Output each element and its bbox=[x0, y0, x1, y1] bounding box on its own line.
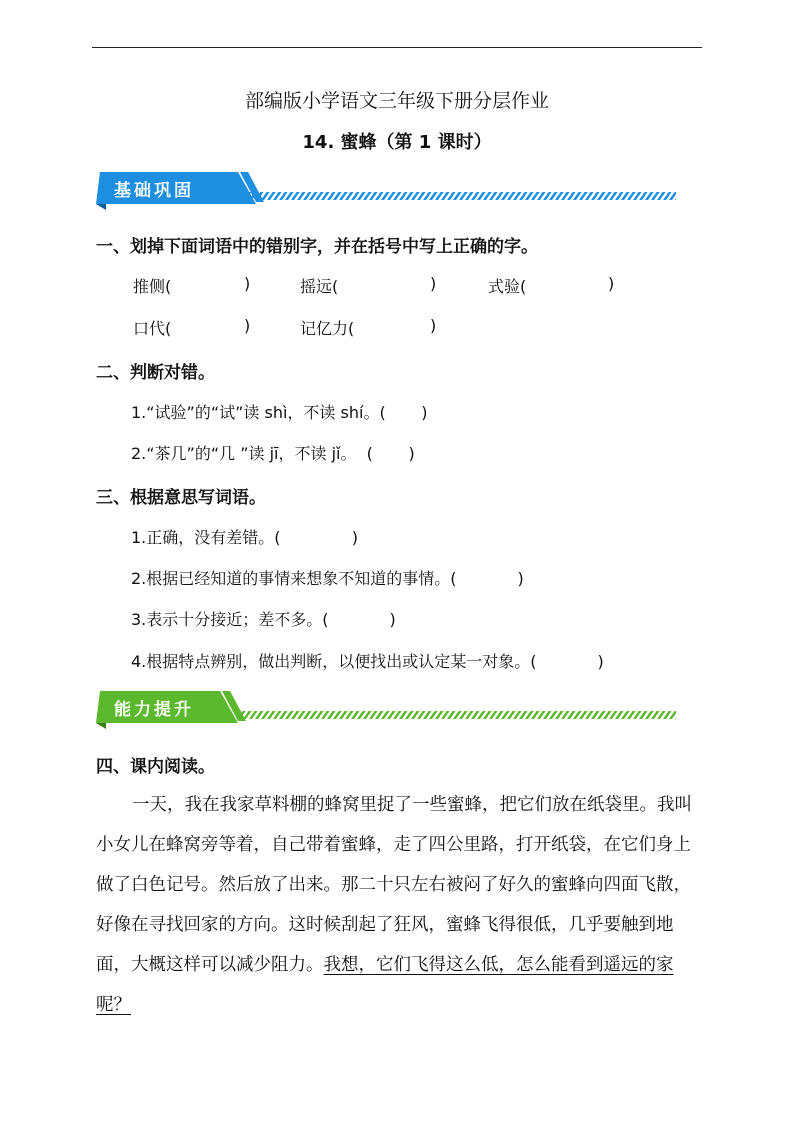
reading-passage bbox=[96, 785, 701, 1025]
passage-text: 一天，我在我家草料棚的蜂窝里捉了一些蜜蜂，把它们放在纸袋里。我叫小女儿在蜂窝旁等着，自己带着蜜蜂，走了四公里路，打开纸袋，在它们身上做了白色记号。然后放了出来。那二十只左右被闷了好久的蜜蜂向四面飞散，好像在寻找回家的方向。这时候刮起了狂风，蜜蜂飞得很低，几乎要触到地面，大概这样可以减少阻力。 bbox=[96, 795, 692, 975]
question-3-title: 三、根据意思写词语。 bbox=[96, 488, 266, 508]
document-title: 部编版小学语文三年级下册分层作业 bbox=[244, 90, 549, 112]
word-close: ) bbox=[608, 274, 615, 293]
word-item: 记亿力( bbox=[300, 319, 355, 338]
word-close: ) bbox=[430, 316, 437, 335]
question-4-title: 四、课内阅读。 bbox=[96, 757, 215, 777]
meaning-item: 1.正确，没有差错。( ) bbox=[131, 528, 358, 547]
meaning-item: 4.根据特点辨别，做出判断，以便找出或认定某一对象。( ) bbox=[131, 652, 604, 671]
judge-item: 1.“试验”的“试”读 shì，不读 shí。( ) bbox=[131, 403, 428, 422]
header-rule bbox=[92, 47, 702, 48]
banner-label: 能力提升 bbox=[114, 700, 194, 720]
word-item: 推侧( bbox=[133, 277, 172, 296]
underlined-sentence: 我想，它们飞得这么低，怎么能看到遥远的家呢？ bbox=[96, 955, 674, 1015]
word-item: 摇远( bbox=[300, 277, 339, 296]
word-close: ) bbox=[244, 316, 251, 335]
meaning-item: 2.根据已经知道的事情来想象不知道的事情。( ) bbox=[131, 569, 524, 588]
word-item: 式验( bbox=[488, 277, 527, 296]
word-close: ) bbox=[244, 274, 251, 293]
meaning-item: 3.表示十分接近；差不多。( ) bbox=[131, 610, 396, 629]
question-2-title: 二、判断对错。 bbox=[96, 363, 215, 383]
lesson-title: 14. 蜜蜂（第 1 课时） bbox=[302, 132, 492, 153]
word-item: 口代( bbox=[133, 319, 172, 338]
section-banner-basic bbox=[96, 170, 686, 210]
banner-label: 基础巩固 bbox=[114, 181, 194, 201]
judge-item: 2.“茶几”的“几 ”读 jī，不读 jǐ。 ( ) bbox=[131, 444, 415, 463]
word-close: ) bbox=[430, 274, 437, 293]
section-banner-ability bbox=[96, 689, 686, 729]
question-1-title: 一、划掉下面词语中的错别字，并在括号中写上正确的字。 bbox=[96, 237, 538, 257]
